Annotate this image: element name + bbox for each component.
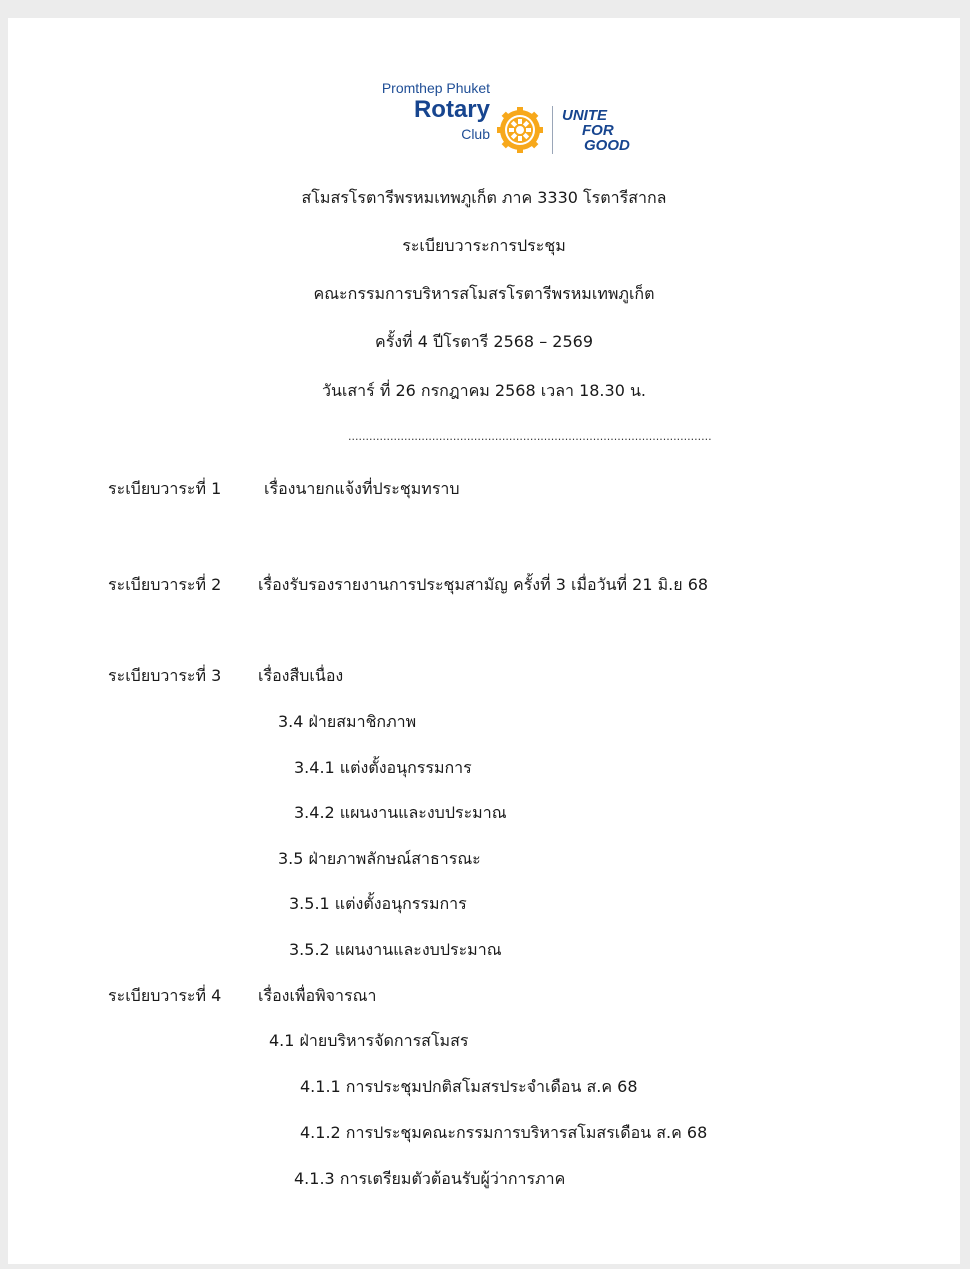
rotary-wheel-icon [496,106,544,154]
logo-club-word: Club [461,126,490,142]
club-district-heading: สโมสรโรตารีพรหมเทพภูเก็ต ภาค 3330 โรตารีสากล [301,188,667,207]
agenda-item-4-1-3: 4.1.3 การเตรียมตัวต้อนรับผู้ว่าการภาค [294,1169,566,1188]
logo-rotary-wordmark: Rotary [413,96,490,123]
agenda-item-3-4: 3.4 ฝ่ายสมาชิกภาพ [278,712,417,731]
logo-divider [552,106,553,154]
agenda-item-3-5: 3.5 ฝ่ายภาพลักษณ์สาธารณะ [278,849,481,868]
meeting-date-heading: วันเสาร์ ที่ 26 กรกฎาคม 2568 เวลา 18.30 น. [322,381,646,400]
agenda-item-4-1-1: 4.1.1 การประชุมปกติสโมสรประจำเดือน ส.ค 68 [300,1077,638,1096]
agenda-item-4-1-2: 4.1.2 การประชุมคณะกรรมการบริหารสโมสรเดือน ส.ค 68 [300,1123,708,1142]
unite-for-good-tagline [562,108,646,153]
agenda-item-4-1: 4.1 ฝ่ายบริหารจัดการสโมสร [269,1031,469,1050]
agenda-label-2: ระเบียบวาระที่ 2 [108,575,222,594]
dotted-separator: ........................................................................................................ [348,430,712,443]
rotary-club-logo [364,80,664,154]
agenda-label-1: ระเบียบวาระที่ 1 [108,479,222,498]
tagline-word: UNITE [562,107,607,124]
agenda-title-2: เรื่องรับรองรายงานการประชุมสามัญ ครั้งที่ 3 เมื่อวันที่ 21 มิ.ย 68 [258,575,709,594]
meeting-number-heading: ครั้งที่ 4 ปีโรตารี 2568 – 2569 [374,332,593,351]
tagline-word: FOR [582,122,614,139]
document-page [8,18,960,1264]
agenda-heading: ระเบียบวาระการประชุม [402,236,566,255]
agenda-item-3-4-2: 3.4.2 แผนงานและงบประมาณ [294,803,507,822]
agenda-label-4: ระเบียบวาระที่ 4 [108,986,222,1005]
agenda-title-1: เรื่องนายกแจ้งที่ประชุมทราบ [264,479,460,498]
agenda-item-3-4-1: 3.4.1 แต่งตั้งอนุกรรมการ [294,758,472,777]
committee-heading: คณะกรรมการบริหารสโมสรโรตารีพรหมเทพภูเก็ต [313,284,655,303]
logo-club-name: Promthep Phuket [381,80,490,96]
agenda-label-3: ระเบียบวาระที่ 3 [108,666,222,685]
agenda-title-3: เรื่องสืบเนื่อง [258,666,344,685]
tagline-word: GOOD [584,137,630,154]
agenda-item-3-5-1: 3.5.1 แต่งตั้งอนุกรรมการ [289,894,467,913]
agenda-title-4: เรื่องเพื่อพิจารณา [258,986,377,1005]
agenda-item-3-5-2: 3.5.2 แผนงานและงบประมาณ [289,940,502,959]
